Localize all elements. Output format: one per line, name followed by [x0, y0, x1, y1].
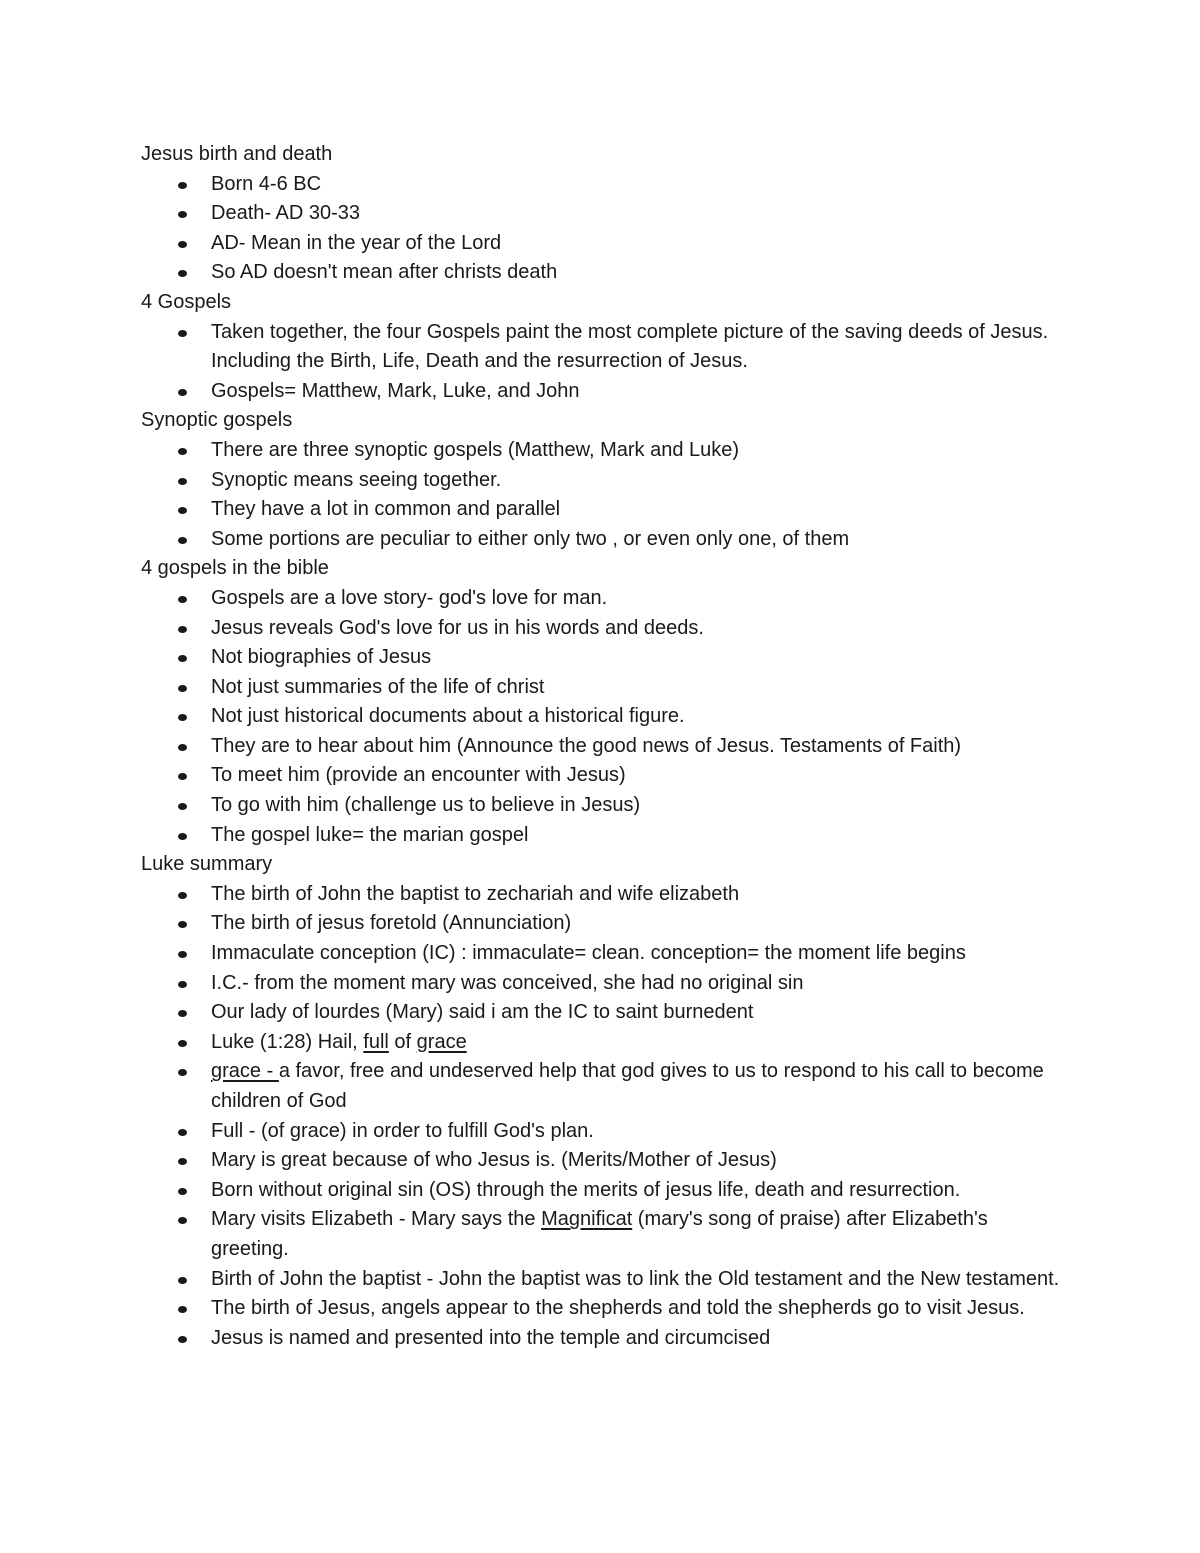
section-heading: Luke summary: [141, 853, 273, 876]
bullet-list: [141, 170, 1061, 288]
bullet-item: The birth of Jesus, angels appear to the shepherds and told the shepherds go to visit Jesus.: [141, 1294, 1061, 1324]
bullet-item: Born without original sin (OS) through the merits of jesus life, death and resurrection.: [141, 1176, 1061, 1206]
bullet-item: Not just historical documents about a historical figure.: [141, 702, 1061, 732]
text-run: a favor, free and undeserved help that god gives to us to respond to his call to become children of God: [211, 1060, 1044, 1112]
bullet-item: [141, 1205, 1061, 1264]
underlined-text: full: [363, 1030, 389, 1053]
text-run: Luke (1:28) Hail,: [211, 1030, 364, 1053]
bullet-list: [141, 436, 1061, 554]
bullet-item: To go with him (challenge us to believe in Jesus): [141, 791, 1061, 821]
section-heading: Synoptic gospels: [141, 409, 293, 432]
bullet-item: Synoptic means seeing together.: [141, 466, 1061, 496]
section-heading: 4 gospels in the bible: [141, 557, 329, 580]
bullet-item: Birth of John the baptist - John the baptist was to link the Old testament and the New testament.: [141, 1265, 1061, 1295]
bullet-item: The birth of jesus foretold (Annunciation): [141, 909, 1061, 939]
bullet-item: Gospels= Matthew, Mark, Luke, and John: [141, 377, 1061, 407]
bullet-item: I.C.- from the moment mary was conceived, she had no original sin: [141, 969, 1061, 999]
bullet-item: So AD doesn't mean after christs death: [141, 258, 1061, 288]
bullet-item: Mary is great because of who Jesus is. (Merits/Mother of Jesus): [141, 1146, 1061, 1176]
underlined-text: grace -: [211, 1060, 279, 1083]
bullet-item: The birth of John the baptist to zechariah and wife elizabeth: [141, 880, 1061, 910]
underlined-text: grace: [416, 1030, 467, 1053]
bullet-item: [141, 1057, 1061, 1116]
text-run: Mary visits Elizabeth - Mary says the: [211, 1208, 542, 1231]
underlined-text: Magnificat: [541, 1208, 633, 1231]
bullet-item: Jesus reveals God's love for us in his words and deeds.: [141, 614, 1061, 644]
bullet-list: [141, 880, 1061, 1354]
bullet-item: There are three synoptic gospels (Matthew, Mark and Luke): [141, 436, 1061, 466]
bullet-item: [141, 1028, 1061, 1058]
bullet-list: [141, 584, 1061, 850]
bullet-list: [141, 318, 1061, 407]
bullet-item: Jesus is named and presented into the temple and circumcised: [141, 1324, 1061, 1354]
bullet-item: Death- AD 30-33: [141, 199, 1061, 229]
bullet-item: Gospels are a love story- god's love for man.: [141, 584, 1061, 614]
bullet-item: They have a lot in common and parallel: [141, 495, 1061, 525]
bullet-item: Not just summaries of the life of christ: [141, 673, 1061, 703]
section-heading: 4 Gospels: [141, 290, 232, 313]
bullet-item: Taken together, the four Gospels paint the most complete picture of the saving deeds of Jesus. Including the Birth, Life, Death and the resurrection of Jesus.: [141, 318, 1061, 377]
bullet-item: Born 4-6 BC: [141, 170, 1061, 200]
bullet-item: Full - (of grace) in order to fulfill God's plan.: [141, 1117, 1061, 1147]
bullet-item: Some portions are peculiar to either only two , or even only one, of them: [141, 525, 1061, 555]
text-run: of: [388, 1030, 417, 1053]
bullet-item: To meet him (provide an encounter with Jesus): [141, 761, 1061, 791]
bullet-item: The gospel luke= the marian gospel: [141, 821, 1061, 851]
section-heading: Jesus birth and death: [141, 143, 333, 165]
bullet-item: Immaculate conception (IC) : immaculate= clean. conception= the moment life begins: [141, 939, 1061, 969]
bullet-item: Not biographies of Jesus: [141, 643, 1061, 673]
document-body: [141, 140, 1061, 1353]
bullet-item: Our lady of lourdes (Mary) said i am the IC to saint burnedent: [141, 998, 1061, 1028]
text-run: (mary's song of praise) after Elizabeth's greeting.: [211, 1208, 988, 1260]
bullet-item: They are to hear about him (Announce the good news of Jesus. Testaments of Faith): [141, 732, 1061, 762]
bullet-item: AD- Mean in the year of the Lord: [141, 229, 1061, 259]
